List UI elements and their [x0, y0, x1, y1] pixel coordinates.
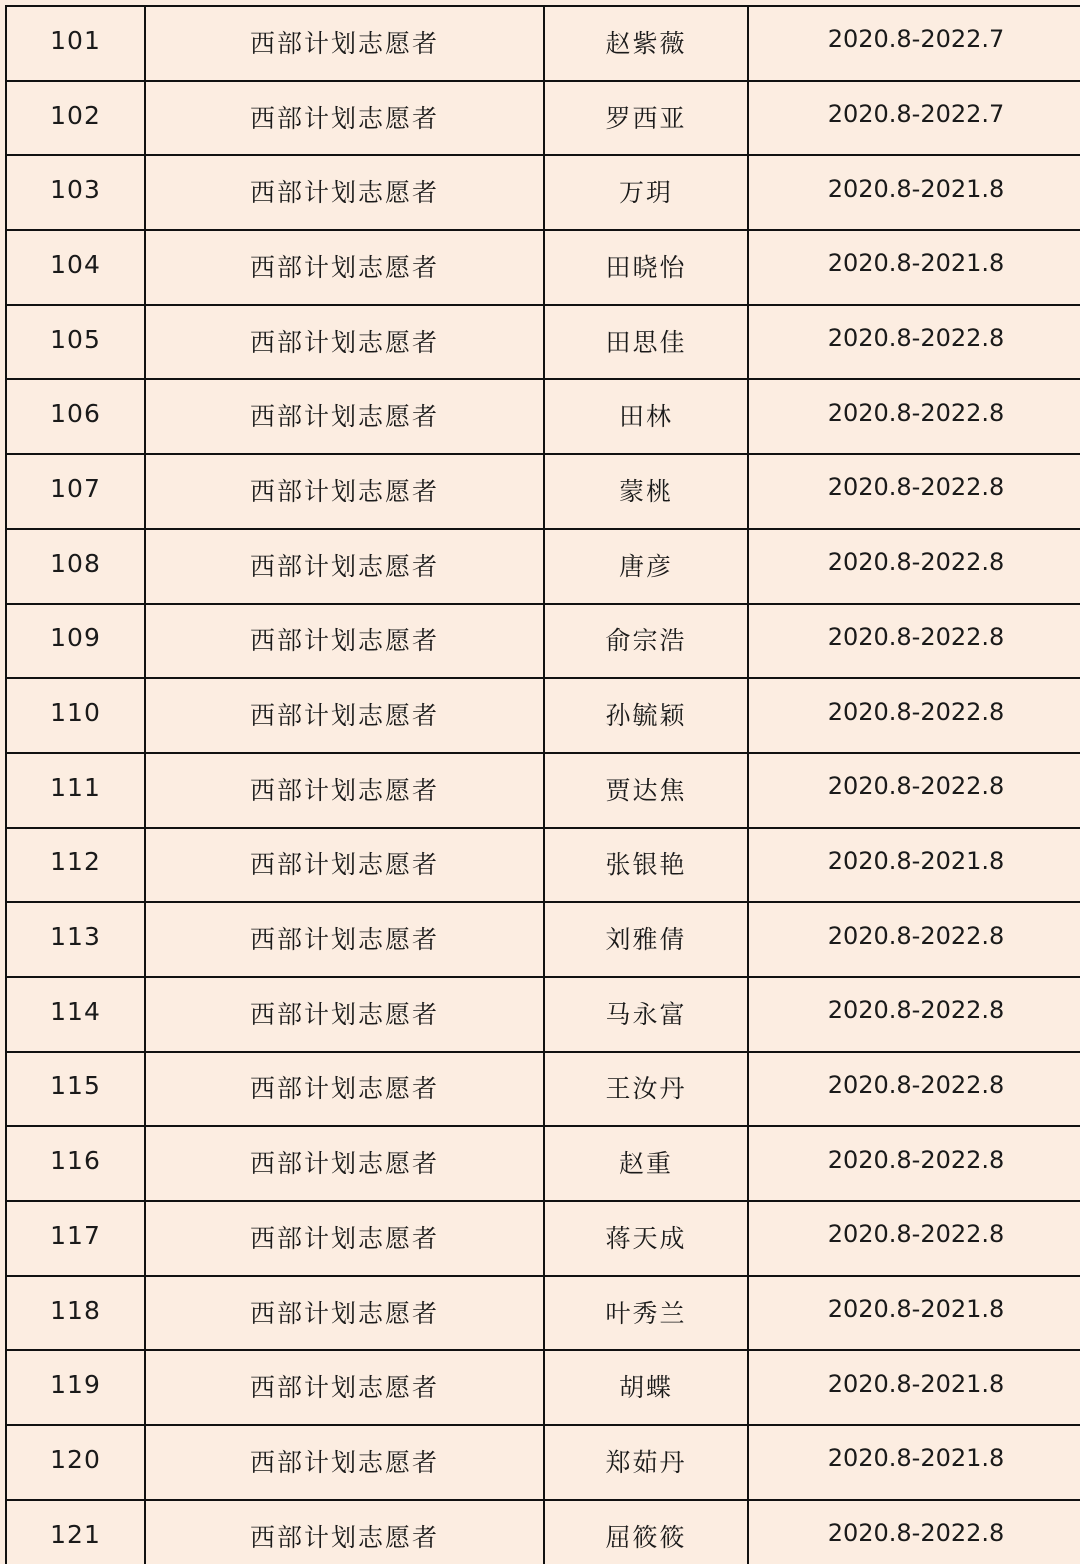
term-cell: 2020.8-2022.8: [748, 977, 1080, 1052]
name-cell: 赵紫薇: [544, 6, 748, 81]
name-cell: 张银艳: [544, 828, 748, 903]
role-cell: 西部计划志愿者: [145, 753, 544, 828]
role-cell: 西部计划志愿者: [145, 1350, 544, 1425]
row-number-cell: 115: [6, 1052, 145, 1127]
table-row: [6, 1052, 1080, 1127]
name-cell: 蒋天成: [544, 1201, 748, 1276]
term-cell: 2020.8-2022.8: [748, 902, 1080, 977]
table-row: [6, 1276, 1080, 1351]
role-cell: 西部计划志愿者: [145, 529, 544, 604]
row-number-cell: 114: [6, 977, 145, 1052]
term-cell: 2020.8-2022.8: [748, 454, 1080, 529]
table-row: [6, 604, 1080, 679]
name-cell: 蒙桃: [544, 454, 748, 529]
table-row: [6, 379, 1080, 454]
name-cell: 郑茹丹: [544, 1425, 748, 1500]
row-number-cell: 105: [6, 305, 145, 380]
role-cell: 西部计划志愿者: [145, 155, 544, 230]
name-cell: 俞宗浩: [544, 604, 748, 679]
table-row: [6, 1500, 1080, 1564]
name-cell: 万玥: [544, 155, 748, 230]
name-cell: 叶秀兰: [544, 1276, 748, 1351]
role-cell: 西部计划志愿者: [145, 1425, 544, 1500]
row-number-cell: 102: [6, 81, 145, 156]
role-cell: 西部计划志愿者: [145, 678, 544, 753]
name-cell: 田晓怡: [544, 230, 748, 305]
name-cell: 马永富: [544, 977, 748, 1052]
term-cell: 2020.8-2022.7: [748, 6, 1080, 81]
table-row: [6, 902, 1080, 977]
row-number-cell: 118: [6, 1276, 145, 1351]
name-cell: 屈筱筱: [544, 1500, 748, 1564]
name-cell: 唐彦: [544, 529, 748, 604]
term-cell: 2020.8-2021.8: [748, 828, 1080, 903]
role-cell: 西部计划志愿者: [145, 305, 544, 380]
row-number-cell: 108: [6, 529, 145, 604]
role-cell: 西部计划志愿者: [145, 902, 544, 977]
term-cell: 2020.8-2022.7: [748, 81, 1080, 156]
term-cell: 2020.8-2022.8: [748, 678, 1080, 753]
table-row: [6, 6, 1080, 81]
term-cell: 2020.8-2022.8: [748, 1201, 1080, 1276]
row-number-cell: 121: [6, 1500, 145, 1564]
table-row: [6, 753, 1080, 828]
table-row: [6, 1201, 1080, 1276]
table-row: [6, 155, 1080, 230]
term-cell: 2020.8-2022.8: [748, 604, 1080, 679]
row-number-cell: 117: [6, 1201, 145, 1276]
term-cell: 2020.8-2022.8: [748, 379, 1080, 454]
role-cell: 西部计划志愿者: [145, 1201, 544, 1276]
table-row: [6, 81, 1080, 156]
name-cell: 孙毓颖: [544, 678, 748, 753]
term-cell: 2020.8-2022.8: [748, 529, 1080, 604]
name-cell: 胡蝶: [544, 1350, 748, 1425]
role-cell: 西部计划志愿者: [145, 828, 544, 903]
table-row: [6, 977, 1080, 1052]
table-row: [6, 305, 1080, 380]
name-cell: 赵重: [544, 1126, 748, 1201]
name-cell: 田林: [544, 379, 748, 454]
row-number-cell: 107: [6, 454, 145, 529]
name-cell: 田思佳: [544, 305, 748, 380]
role-cell: 西部计划志愿者: [145, 454, 544, 529]
volunteer-table: [5, 5, 1080, 1564]
table-row: [6, 1350, 1080, 1425]
role-cell: 西部计划志愿者: [145, 379, 544, 454]
role-cell: 西部计划志愿者: [145, 977, 544, 1052]
term-cell: 2020.8-2021.8: [748, 1276, 1080, 1351]
row-number-cell: 106: [6, 379, 145, 454]
table-row: [6, 529, 1080, 604]
role-cell: 西部计划志愿者: [145, 1500, 544, 1564]
row-number-cell: 111: [6, 753, 145, 828]
row-number-cell: 113: [6, 902, 145, 977]
table-row: [6, 1126, 1080, 1201]
term-cell: 2020.8-2021.8: [748, 1425, 1080, 1500]
table-row: [6, 828, 1080, 903]
row-number-cell: 104: [6, 230, 145, 305]
term-cell: 2020.8-2022.8: [748, 1052, 1080, 1127]
term-cell: 2020.8-2021.8: [748, 230, 1080, 305]
term-cell: 2020.8-2022.8: [748, 305, 1080, 380]
row-number-cell: 119: [6, 1350, 145, 1425]
table-row: [6, 678, 1080, 753]
row-number-cell: 120: [6, 1425, 145, 1500]
name-cell: 罗西亚: [544, 81, 748, 156]
name-cell: 王汝丹: [544, 1052, 748, 1127]
term-cell: 2020.8-2022.8: [748, 753, 1080, 828]
role-cell: 西部计划志愿者: [145, 230, 544, 305]
row-number-cell: 103: [6, 155, 145, 230]
row-number-cell: 116: [6, 1126, 145, 1201]
role-cell: 西部计划志愿者: [145, 1126, 544, 1201]
table-row: [6, 230, 1080, 305]
term-cell: 2020.8-2021.8: [748, 1350, 1080, 1425]
role-cell: 西部计划志愿者: [145, 1052, 544, 1127]
row-number-cell: 112: [6, 828, 145, 903]
table-row: [6, 454, 1080, 529]
row-number-cell: 110: [6, 678, 145, 753]
role-cell: 西部计划志愿者: [145, 6, 544, 81]
table-row: [6, 1425, 1080, 1500]
row-number-cell: 109: [6, 604, 145, 679]
name-cell: 贾达焦: [544, 753, 748, 828]
role-cell: 西部计划志愿者: [145, 604, 544, 679]
name-cell: 刘雅倩: [544, 902, 748, 977]
term-cell: 2020.8-2021.8: [748, 155, 1080, 230]
term-cell: 2020.8-2022.8: [748, 1500, 1080, 1564]
role-cell: 西部计划志愿者: [145, 81, 544, 156]
row-number-cell: 101: [6, 6, 145, 81]
table-body: [6, 6, 1080, 1564]
role-cell: 西部计划志愿者: [145, 1276, 544, 1351]
term-cell: 2020.8-2022.8: [748, 1126, 1080, 1201]
